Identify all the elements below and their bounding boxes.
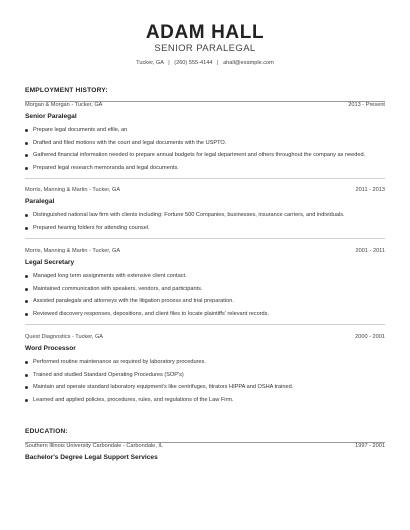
list-item: Trained and studied Standard Operating Procedures (SOP's)	[25, 372, 385, 385]
employment-section-header	[25, 87, 385, 102]
list-item: Distinguished national law firm with clients including: Fortune 500 Companies, businesses, insurance carriers, and individuals.	[25, 212, 385, 225]
job-title: Paralegal	[25, 198, 55, 205]
job-divider	[25, 178, 385, 179]
education-meta	[25, 443, 385, 449]
job-dates: 2001 - 2011	[355, 248, 385, 254]
job-bullets	[25, 273, 385, 323]
contact-separator: |	[217, 60, 219, 66]
contact-location: Tucker, GA	[136, 60, 164, 66]
list-item: Maintain and operate standard laboratory equipment's like centrifuges, titrators HIPPA and OSHA trained.	[25, 384, 385, 397]
list-item: Assisted paralegals and attorneys with the litigation process and trial preparation.	[25, 298, 385, 311]
education-heading: EDUCATION:	[25, 428, 68, 435]
list-item: Learned and applied policies, procedures, rules, and regulations of the Law Firm.	[25, 397, 385, 410]
education-degree: Bachelor's Degree Legal Support Services	[25, 454, 158, 461]
contact-phone: (260) 555-4144	[174, 60, 213, 66]
list-item: Prepared legal research memoranda and legal documents.	[25, 165, 385, 178]
education-entry	[25, 443, 385, 461]
job-employer: Morgan & Morgan - Tucker, GA	[25, 102, 103, 108]
candidate-title: SENIOR PARALEGAL	[154, 43, 256, 54]
list-item: Reviewed discovery responses, depositions, and client files to locate plaintiffs' relevant records.	[25, 311, 385, 324]
job-entry	[25, 248, 385, 325]
job-divider	[25, 238, 385, 239]
job-employer: Morris, Manning & Martin - Tucker, GA	[25, 187, 121, 193]
job-bullets	[25, 359, 385, 409]
list-item: Gathered financial information needed to prepare annual budgets for legal department and others throughout the company as needed.	[25, 152, 385, 165]
education-dates: 1997 - 2001	[355, 443, 385, 449]
list-item: Performed routine maintenance as required by laboratory procedures.	[25, 359, 385, 372]
job-bullets	[25, 127, 385, 177]
list-item: Prepare legal documents and efile, an	[25, 127, 385, 140]
education-school: Southern Illinois University Carbondale - Carbondale, IL	[25, 443, 164, 449]
job-dates: 2011 - 2013	[355, 187, 385, 193]
job-dates: 2000 - 2001	[355, 334, 385, 340]
contact-line	[0, 60, 410, 66]
list-item: Prepared hearing folders for attending counsel.	[25, 225, 385, 238]
job-meta	[25, 102, 385, 108]
education-section-header	[25, 428, 385, 443]
job-dates: 2013 - Present	[348, 102, 385, 108]
job-meta	[25, 187, 385, 193]
job-entry	[25, 187, 385, 239]
list-item: Managed long term assignments with extensive client contact.	[25, 273, 385, 286]
employment-heading: EMPLOYMENT HISTORY:	[25, 87, 108, 94]
job-entry	[25, 102, 385, 179]
job-employer: Morris, Manning & Martin - Tucker, GA	[25, 248, 121, 254]
job-divider	[25, 324, 385, 325]
job-employer: Quest Diagnostics - Tucker, GA	[25, 334, 104, 340]
job-title: Senior Paralegal	[25, 113, 77, 120]
contact-separator: |	[168, 60, 170, 66]
job-title: Word Processor	[25, 345, 76, 352]
candidate-name: ADAM HALL	[145, 22, 265, 43]
job-entry	[25, 334, 385, 409]
list-item: Maintained communication with speakers, vendors, and participants.	[25, 286, 385, 299]
job-bullets	[25, 212, 385, 237]
job-meta	[25, 248, 385, 254]
job-meta	[25, 334, 385, 340]
contact-email[interactable]: ahall@example.com	[223, 60, 274, 66]
job-title: Legal Secretary	[25, 259, 75, 266]
list-item: Drafted and filed motions with the court and legal documents with the USPTO.	[25, 140, 385, 153]
